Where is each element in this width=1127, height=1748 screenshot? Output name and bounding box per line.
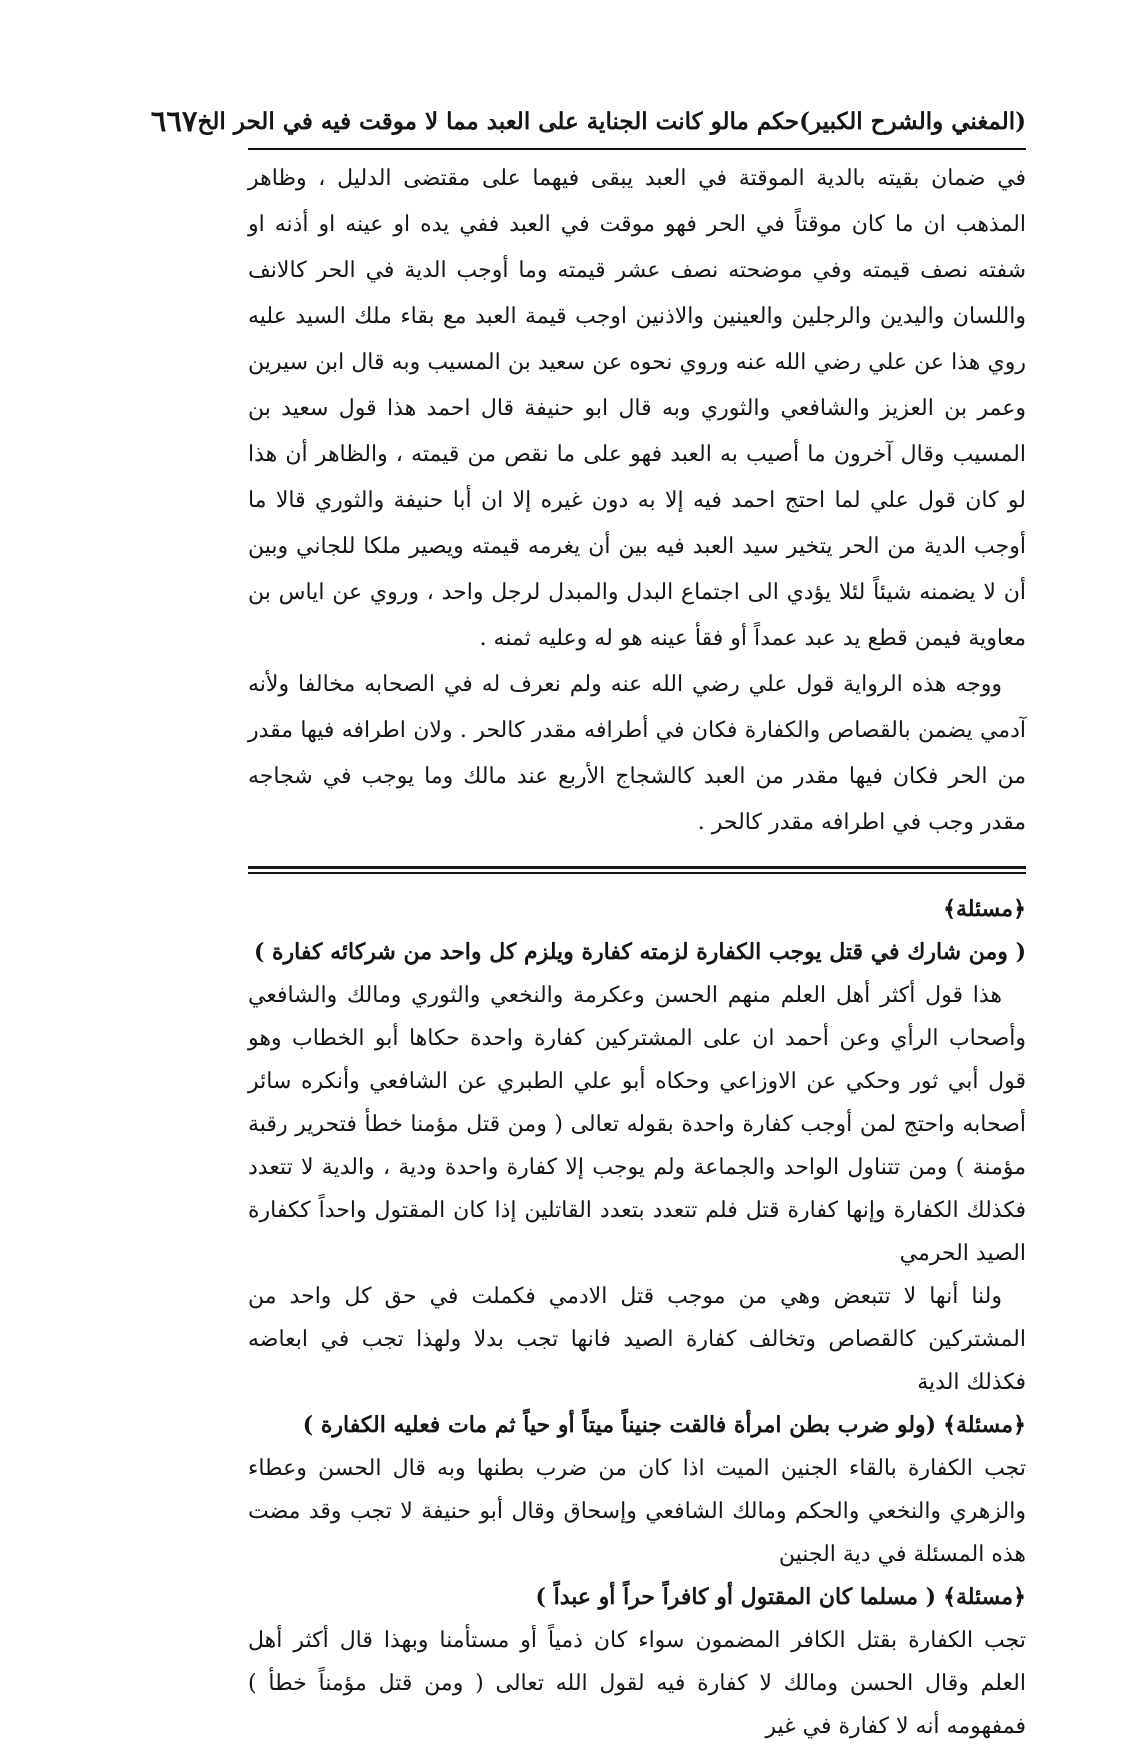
commentary-paragraph: ولنا أنها لا تتبعض وهي من موجب قتل الادمي فكملت في حق كل واحد من المشتركين كالقصاص وتخالف كفارة الصيد فانها تجب بدلا ولهذا تجب في ابعاضه فكذلك الدية	[248, 1284, 1026, 1395]
section-divider	[248, 866, 1026, 874]
section-two	[248, 888, 1026, 1748]
masalah-heading-2	[248, 1404, 1026, 1447]
masalah-text: ( ومن شارك في قتل يوجب الكفارة لزمته كفارة ويلزم كل واحد من شركائه كفارة )	[253, 939, 1026, 965]
header-rule	[248, 148, 1026, 150]
commentary-paragraph: هذا قول أكثر أهل العلم منهم الحسن وعكرمة والنخعي والثوري ومالك والشافعي وأصحاب الرأي وعن أحمد ان على المشتركين كفارة واحدة حكاها أبو الخطاب وهو قول أبي ثور وحكي عن الاوزاعي وحكاه أبو علي الطبري عن الشافعي وأنكره سائر أصحابه واحتج لمن أوجب كفارة واحدة بقوله تعالى ( ومن قتل مؤمنا خطأ فتحرير رقبة مؤمنة ) ومن تتناول الواحد والجماعة ولم يوجب إلا كفارة واحدة ودية ، والدية لا تتعدد فكذلك الكفارة وإنها كفارة قتل فلم تتعدد بتعدد القاتلين إذا كان المقتول واحداً ككفارة الصيد الحرمي	[248, 983, 1026, 1266]
page-number: ٦٦٧	[150, 104, 198, 138]
masalah-text: ( مسلما كان المقتول أو كافراً حراً أو عبداً )	[535, 1584, 937, 1610]
paragraph-2: ووجه هذه الرواية قول علي رضي الله عنه ولم نعرف له في الصحابه مخالفا ولأنه آدمي يضمن بالقصاص والكفارة فكان في أطرافه مقدر كالحر . ولان اطرافه فيها مقدر من الحر فكان فيها مقدر من العبد كالشجاج الأربع عند مالك وما يوجب في شجاجه مقدر وجب في اطرافه مقدر كالحر .	[248, 672, 1026, 835]
section-one	[248, 156, 1026, 846]
page-header	[150, 100, 1026, 142]
masalah-label: ﴿مسئلة﴾	[943, 1584, 1026, 1610]
commentary-paragraph: تجب الكفارة بقتل الكافر المضمون سواء كان ذمياً أو مستأمنا وبهذا قال أكثر أهل العلم وقال الحسن ومالك لا كفارة فيه لقول الله تعالى ( ومن قتل مؤمناً خطأ ) فمفهومه أنه لا كفارة في غير	[248, 1628, 1026, 1739]
masalah-label: ﴿مسئلة﴾	[943, 896, 1026, 922]
masalah-text: (ولو ضرب بطن امرأة فالقت جنيناً ميتاً أو حياً ثم مات فعليه الكفارة )	[302, 1412, 937, 1438]
masalah-heading-3	[248, 1576, 1026, 1619]
masalah-heading-1	[248, 888, 1026, 974]
book-title: (المغني والشرح الكبير)	[799, 107, 1026, 135]
commentary-paragraph: تجب الكفارة بالقاء الجنين الميت اذا كان من ضرب بطنها وبه قال الحسن وعطاء والزهري والنخعي والحكم ومالك الشافعي وإسحاق وقال أبو حنيفة لا تجب وقد مضت هذه المسئلة في دية الجنين	[248, 1456, 1026, 1567]
paragraph-1: في ضمان بقيته بالدية الموقتة في العبد يبقى فيهما على مقتضى الدليل ، وظاهر المذهب ان ما كان موقتاً في الحر فهو موقت في العبد ففي يده او عينه او أذنه او شفته نصف قيمته وفي موضحته نصف عشر قيمته وما أوجب الدية في الحر كالانف واللسان واليدين والرجلين والعينين والاذنين اوجب قيمة العبد مع بقاء ملك السيد عليه روي هذا عن علي رضي الله عنه وروي نحوه عن سعيد بن المسيب وبه قال ابن سيرين وعمر بن العزيز والشافعي والثوري وبه قال ابو حنيفة قال احمد هذا قول سعيد بن المسيب وقال آخرون ما أصيب به العبد فهو على ما نقص من قيمته ، والظاهر أن هذا لو كان قول علي لما احتج احمد فيه إلا به دون غيره إلا ان أبا حنيفة والثوري قالا ما أوجب الدية من الحر يتخير سيد العبد فيه بين أن يغرمه قيمته ويصير ملكا للجاني وبين أن لا يضمنه شيئاً لئلا يؤدي الى اجتماع البدل والمبدل لرجل واحد ، وروي عن اياس بن معاوية فيمن قطع يد عبد عمداً أو فقأ عينه هو له وعليه ثمنه .	[248, 166, 1027, 651]
book-page	[150, 100, 1027, 1748]
masalah-label: ﴿مسئلة﴾	[943, 1412, 1026, 1438]
running-title: حكم مالو كانت الجناية على العبد مما لا موقت فيه في الحر الخ	[197, 107, 800, 135]
